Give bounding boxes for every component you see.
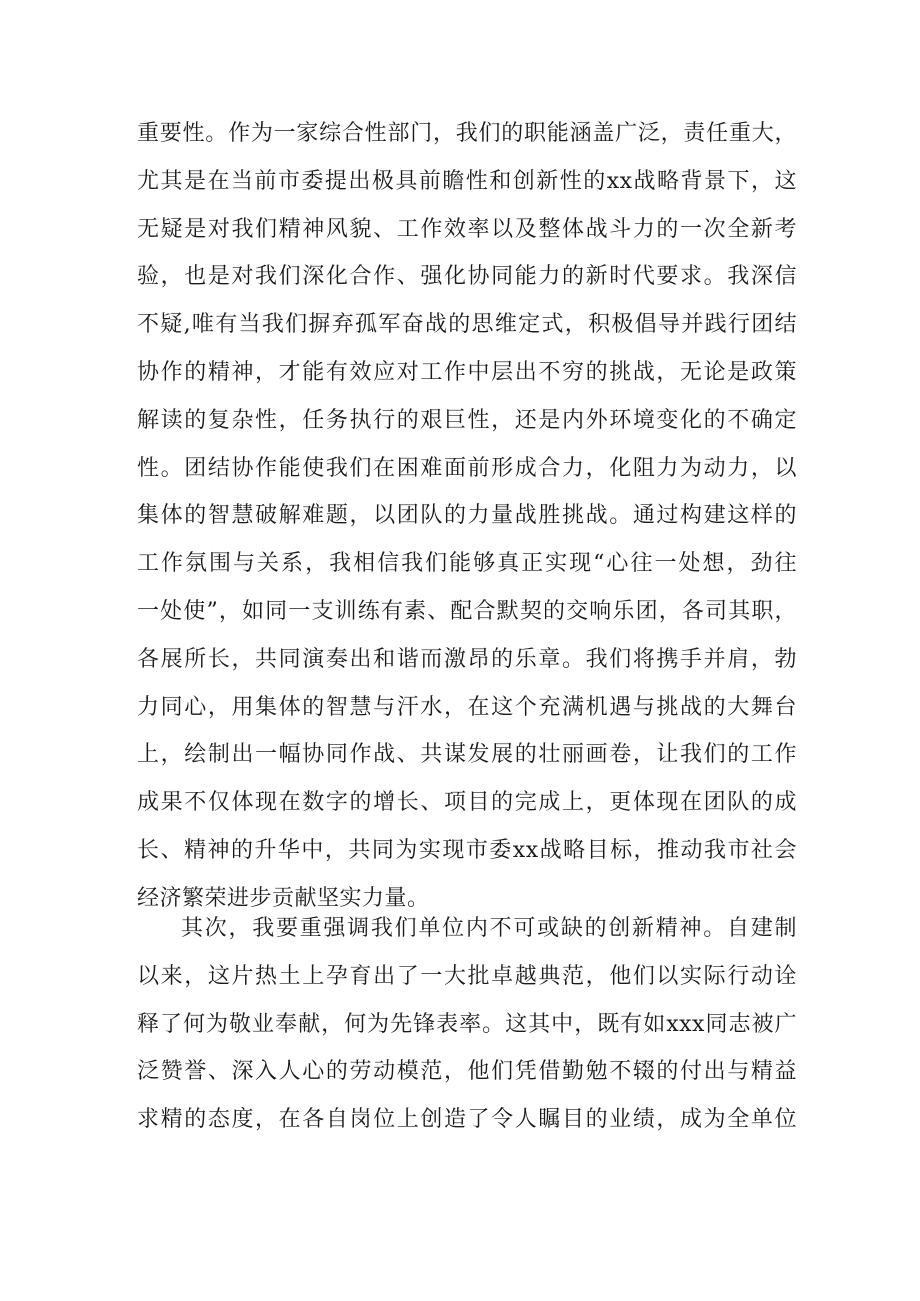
text-line: 一处使”，如同一支训练有素、配合默契的交响乐团，各司其职， xyxy=(137,598,797,624)
text-line: 泛赞誉、深入人心的劳动模范，他们凭借勤勉不辍的付出与精益 xyxy=(137,1059,797,1085)
text-line: 不疑,唯有当我们摒弃孤军奋战的思维定式，积极倡导并践行团结 xyxy=(137,312,797,338)
text-line: 经济繁荣进步贡献坚实力量。 xyxy=(137,885,430,911)
text-line: 求精的态度，在各自岗位上创造了令人瞩目的业绩，成为全单位 xyxy=(137,1107,797,1133)
text-line: 以来，这片热土上孕育出了一大批卓越典范，他们以实际行动诠 xyxy=(137,963,797,989)
text-line: 解读的复杂性，任务执行的艰巨性，还是内外环境变化的不确定 xyxy=(137,407,797,433)
text-line: 无疑是对我们精神风貌、工作效率以及整体战斗力的一次全新考 xyxy=(137,216,797,242)
text-line: 验，也是对我们深化合作、强化协同能力的新时代要求。我深信 xyxy=(137,264,797,290)
text-line: 工作氛围与关系，我相信我们能够真正实现“心往一处想，劲往 xyxy=(137,551,797,577)
paragraph-teamwork xyxy=(137,110,797,923)
text-line: 长、精神的升华中，共同为实现市委xx战略目标，推动我市社会 xyxy=(137,837,797,863)
text-line: 上，绘制出一幅协同作战、共谋发展的壮丽画卷，让我们的工作 xyxy=(137,742,797,768)
text-line: 其次，我要重强调我们单位内不可或缺的创新精神。自建制 xyxy=(181,916,797,941)
text-line: 释了何为敬业奉献，何为先锋表率。这其中，既有如xxx同志被广 xyxy=(137,1011,797,1037)
text-line: 性。团结协作能使我们在困难面前形成合力，化阻力为动力，以 xyxy=(137,455,797,481)
text-line: 重要性。作为一家综合性部门，我们的职能涵盖广泛，责任重大， xyxy=(137,121,797,146)
paragraph-innovation xyxy=(137,905,797,1144)
text-line: 尤其是在当前市委提出极具前瞻性和创新性的xx战略背景下，这 xyxy=(137,168,797,194)
text-line: 集体的智慧破解难题，以团队的力量战胜挑战。通过构建这样的 xyxy=(137,503,797,529)
text-line: 力同心，用集体的智慧与汗水，在这个充满机遇与挑战的大舞台 xyxy=(137,694,797,720)
text-line: 成果不仅体现在数字的增长、项目的完成上，更体现在团队的成 xyxy=(137,790,797,816)
text-line: 协作的精神，才能有效应对工作中层出不穷的挑战，无论是政策 xyxy=(137,359,797,385)
text-line: 各展所长，共同演奏出和谐而激昂的乐章。我们将携手并肩，勃 xyxy=(137,646,797,672)
